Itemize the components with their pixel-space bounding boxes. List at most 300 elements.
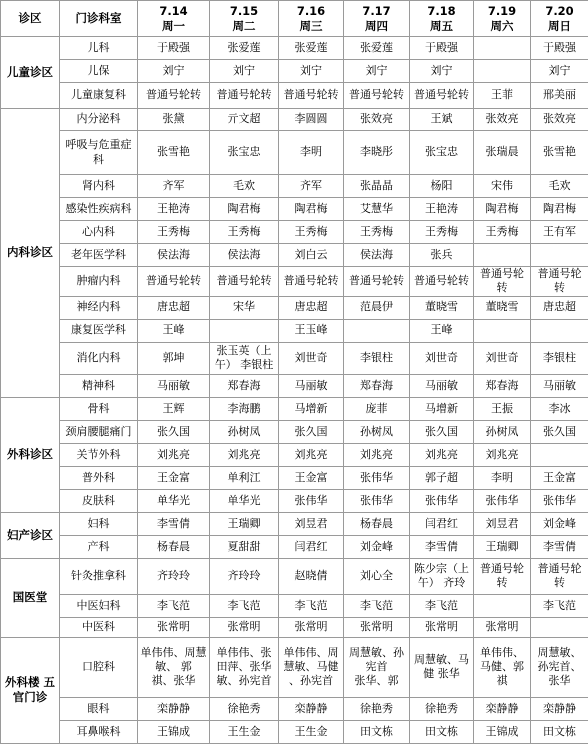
- clinic-room: [60, 342, 138, 374]
- doctor-name: 郑春海: [360, 378, 393, 392]
- doctor-cell: [279, 637, 344, 697]
- doctor-cell: [344, 267, 410, 297]
- doctor-name: 马增新: [425, 401, 458, 415]
- doctor-name: 张效亮: [485, 112, 519, 126]
- header-weekday: 周日: [548, 18, 571, 33]
- doctor-name: 普通号轮转: [349, 88, 404, 102]
- doctor-name: 周慧敏、马 健 张华: [414, 652, 469, 681]
- doctor-cell: [410, 296, 474, 319]
- doctor-name: 王瑞卿: [227, 516, 261, 530]
- doctor-name: 王秀梅: [485, 224, 519, 238]
- doctor-name: 李晓彤: [360, 145, 393, 159]
- doctor-cell: [138, 244, 210, 267]
- doctor-name: 张伟华: [360, 493, 393, 507]
- department-area-label: 儿童诊区: [7, 65, 53, 80]
- doctor-cell: [138, 489, 210, 512]
- doctor-cell: [344, 466, 410, 489]
- doctor-name: 普通号轮 转: [537, 267, 582, 295]
- doctor-cell: [279, 374, 344, 397]
- doctor-name: 李冰: [548, 401, 571, 415]
- doctor-cell: [410, 131, 474, 175]
- doctor-cell: [279, 342, 344, 374]
- clinic-room: [60, 443, 138, 466]
- doctor-cell: [210, 558, 279, 594]
- doctor-name: 王金富: [543, 470, 576, 484]
- doctor-name: 刘昱君: [294, 516, 328, 530]
- doctor-name: 毛欢: [233, 178, 255, 192]
- doctor-name: 刘白云: [294, 247, 328, 261]
- doctor-cell: [474, 60, 531, 83]
- doctor-name: 张黛: [162, 112, 185, 126]
- doctor-name: 张雪艳: [543, 145, 576, 159]
- doctor-name: 郭坤: [162, 351, 185, 364]
- doctor-cell: [344, 512, 410, 535]
- clinic-room-label: 关节外科: [76, 447, 121, 461]
- table-row: [1, 558, 588, 594]
- clinic-room-label: 儿科: [87, 40, 110, 54]
- doctor-cell: [344, 37, 410, 60]
- header-room: 门诊科室: [60, 1, 138, 37]
- department-area: [1, 558, 60, 637]
- doctor-name: 王峰: [430, 323, 453, 337]
- doctor-cell: [279, 489, 344, 512]
- clinic-room-label: 眼科: [87, 701, 110, 715]
- doctor-cell: [344, 420, 410, 443]
- doctor-cell: [138, 267, 210, 297]
- doctor-name: 张伟华: [425, 493, 458, 507]
- doctor-cell: [344, 443, 410, 466]
- doctor-cell: [344, 175, 410, 198]
- doctor-name: 董晓雪: [425, 300, 458, 314]
- header-weekday: 周四: [365, 18, 388, 33]
- clinic-room-label: 心内科: [82, 224, 115, 238]
- doctor-cell: [344, 109, 410, 131]
- doctor-cell: [474, 443, 531, 466]
- doctor-cell: [410, 319, 474, 342]
- doctor-cell: [138, 296, 210, 319]
- doctor-cell: [210, 489, 279, 512]
- doctor-name: 张爱莲: [227, 40, 261, 54]
- doctor-name: 王有军: [543, 224, 576, 238]
- doctor-cell: [344, 720, 410, 743]
- doctor-cell: [210, 443, 279, 466]
- doctor-name: 普通号轮转: [414, 274, 469, 288]
- doctor-cell: [210, 83, 279, 109]
- doctor-cell: [474, 397, 531, 420]
- table-row: [1, 342, 588, 374]
- department-area-label: 妇产诊区: [7, 527, 53, 542]
- doctor-name: 单利江: [227, 470, 261, 484]
- doctor-cell: [210, 720, 279, 743]
- doctor-cell: [474, 83, 531, 109]
- doctor-name: 张晶晶: [360, 178, 393, 192]
- doctor-cell: [138, 512, 210, 535]
- header-day: [138, 1, 210, 37]
- doctor-name: 李雪倩: [157, 516, 190, 530]
- header-date: 7.15: [229, 3, 259, 18]
- header-date: 7.18: [427, 3, 456, 18]
- doctor-name: 唐忠超: [543, 300, 576, 314]
- doctor-name: 张久国: [543, 424, 576, 438]
- department-area-label: 外科楼 五官门诊: [4, 675, 55, 705]
- doctor-cell: [531, 244, 588, 267]
- doctor-name: 王金富: [294, 470, 328, 484]
- doctor-cell: [138, 83, 210, 109]
- header-weekday: 周二: [232, 18, 256, 33]
- header-row: [1, 1, 588, 37]
- clinic-room-label: 呼吸与危重症科: [65, 138, 132, 166]
- doctor-name: 于殿强: [157, 40, 190, 54]
- doctor-name: 张久国: [157, 424, 190, 438]
- doctor-name: 侯法海: [157, 247, 190, 261]
- doctor-cell: [410, 466, 474, 489]
- doctor-name: 唐忠超: [294, 300, 328, 314]
- table-row: [1, 637, 588, 697]
- doctor-name: 普通号轮 转: [537, 561, 582, 590]
- doctor-name: 张久国: [425, 424, 458, 438]
- doctor-cell: [279, 244, 344, 267]
- doctor-cell: [410, 420, 474, 443]
- doctor-cell: [531, 109, 588, 131]
- doctor-name: 闫君红: [425, 516, 458, 530]
- doctor-name: 刘兆亮: [294, 447, 328, 461]
- table-row: [1, 83, 588, 109]
- doctor-name: 刘心全: [360, 569, 393, 583]
- clinic-room-label: 普外科: [82, 470, 115, 484]
- doctor-cell: [474, 319, 531, 342]
- clinic-room-label: 儿保: [87, 63, 110, 77]
- table-row: [1, 466, 588, 489]
- header-weekday: 周六: [490, 18, 514, 33]
- header-date: 7.17: [362, 3, 391, 18]
- clinic-room: [60, 175, 138, 198]
- doctor-cell: [410, 267, 474, 297]
- doctor-cell: [138, 109, 210, 131]
- doctor-cell: [344, 697, 410, 720]
- doctor-name: 杨春晨: [360, 516, 393, 530]
- doctor-cell: [410, 535, 474, 558]
- header-weekday: 周一: [162, 18, 185, 33]
- doctor-name: 王艳涛: [425, 201, 458, 215]
- table-row: [1, 489, 588, 512]
- header-date: 7.20: [545, 3, 574, 18]
- clinic-room-label: 肿瘤内科: [76, 274, 121, 288]
- doctor-cell: [138, 443, 210, 466]
- doctor-name: 张常明: [294, 620, 328, 634]
- doctor-cell: [344, 637, 410, 697]
- doctor-cell: [138, 131, 210, 175]
- doctor-cell: [210, 535, 279, 558]
- doctor-name: 王玉峰: [294, 323, 328, 337]
- doctor-name: 张效亮: [543, 112, 576, 126]
- doctor-cell: [279, 175, 344, 198]
- doctor-cell: [344, 535, 410, 558]
- doctor-cell: [531, 617, 588, 637]
- table-row: [1, 397, 588, 420]
- doctor-cell: [474, 221, 531, 244]
- doctor-name: 齐玲玲: [227, 569, 261, 583]
- doctor-name: 栾静静: [485, 701, 519, 715]
- doctor-name: 王峰: [162, 323, 185, 337]
- doctor-cell: [138, 535, 210, 558]
- doctor-cell: [410, 637, 474, 697]
- doctor-cell: [410, 83, 474, 109]
- doctor-name: 刘金峰: [360, 539, 393, 553]
- doctor-name: 孙树凤: [360, 424, 393, 438]
- clinic-room: [60, 374, 138, 397]
- doctor-cell: [138, 342, 210, 374]
- doctor-name: 张宝忠: [227, 145, 261, 159]
- table-row: [1, 594, 588, 617]
- doctor-cell: [474, 198, 531, 221]
- clinic-room: [60, 37, 138, 60]
- doctor-cell: [344, 397, 410, 420]
- header-date: 7.14: [159, 3, 188, 18]
- table-row: [1, 512, 588, 535]
- header-weekday: 周五: [430, 18, 453, 33]
- doctor-name: 李明: [491, 470, 513, 484]
- doctor-name: 王秀梅: [227, 224, 261, 238]
- doctor-cell: [474, 558, 531, 594]
- clinic-room: [60, 296, 138, 319]
- doctor-name: 侯法海: [227, 247, 261, 261]
- doctor-name: 于殿强: [543, 40, 576, 54]
- doctor-cell: [138, 558, 210, 594]
- doctor-cell: [210, 296, 279, 319]
- doctor-name: 王秀梅: [425, 224, 458, 238]
- table-row: [1, 443, 588, 466]
- doctor-name: 范晨伊: [360, 300, 393, 314]
- doctor-name: 单伟伟、 马健、郭 祺: [480, 645, 524, 688]
- doctor-cell: [210, 60, 279, 83]
- doctor-cell: [138, 420, 210, 443]
- table-row: [1, 60, 588, 83]
- doctor-name: 单伟伟、张 田萍、张华 敏、孙宪首: [216, 645, 272, 688]
- doctor-name: 田文栋: [425, 724, 458, 738]
- doctor-cell: [474, 512, 531, 535]
- doctor-cell: [344, 296, 410, 319]
- clinic-room-label: 消化内科: [76, 351, 121, 364]
- department-area: [1, 512, 60, 558]
- doctor-name: 毛欢: [548, 178, 571, 192]
- doctor-cell: [279, 397, 344, 420]
- doctor-cell: [531, 466, 588, 489]
- doctor-cell: [138, 594, 210, 617]
- doctor-name: 陶君梅: [543, 201, 576, 215]
- doctor-cell: [410, 221, 474, 244]
- doctor-cell: [531, 535, 588, 558]
- doctor-name: 李雪倩: [543, 539, 576, 553]
- doctor-cell: [410, 512, 474, 535]
- table-row: [1, 374, 588, 397]
- doctor-name: 王生金: [227, 724, 261, 738]
- doctor-name: 单伟伟、周慧 敏、 郭 祺、张华: [140, 645, 207, 688]
- doctor-cell: [344, 617, 410, 637]
- doctor-cell: [210, 109, 279, 131]
- doctor-cell: [210, 175, 279, 198]
- doctor-cell: [531, 420, 588, 443]
- clinic-room: [60, 397, 138, 420]
- doctor-name: 刘兆亮: [227, 447, 261, 461]
- doctor-cell: [410, 697, 474, 720]
- doctor-cell: [531, 83, 588, 109]
- doctor-name: 刘世奇: [485, 351, 519, 364]
- doctor-cell: [344, 131, 410, 175]
- header-weekday: 周三: [299, 18, 323, 33]
- doctor-name: 普通号轮转: [146, 274, 201, 288]
- doctor-cell: [531, 374, 588, 397]
- doctor-cell: [531, 319, 588, 342]
- doctor-cell: [531, 443, 588, 466]
- doctor-cell: [279, 466, 344, 489]
- doctor-name: 刘兆亮: [157, 447, 190, 461]
- doctor-name: 刘宁: [548, 63, 571, 77]
- doctor-cell: [531, 594, 588, 617]
- clinic-room-label: 妇科: [87, 516, 110, 530]
- doctor-name: 夏甜甜: [227, 539, 261, 553]
- clinic-room: [60, 697, 138, 720]
- doctor-cell: [210, 198, 279, 221]
- doctor-cell: [531, 175, 588, 198]
- doctor-cell: [344, 244, 410, 267]
- doctor-cell: [279, 83, 344, 109]
- doctor-name: 陶君梅: [485, 201, 519, 215]
- table-row: [1, 697, 588, 720]
- doctor-cell: [210, 420, 279, 443]
- doctor-cell: [279, 296, 344, 319]
- doctor-cell: [279, 319, 344, 342]
- doctor-name: 郑春海: [485, 378, 519, 392]
- doctor-name: 宋伟: [491, 178, 513, 192]
- clinic-room-label: 中医科: [82, 620, 115, 634]
- doctor-cell: [410, 720, 474, 743]
- doctor-name: 田文栋: [360, 724, 393, 738]
- doctor-name: 王秀梅: [360, 224, 393, 238]
- doctor-name: 王瑞卿: [485, 539, 519, 553]
- doctor-cell: [210, 37, 279, 60]
- doctor-cell: [279, 697, 344, 720]
- clinic-room: [60, 466, 138, 489]
- doctor-cell: [474, 535, 531, 558]
- doctor-cell: [531, 637, 588, 697]
- doctor-cell: [138, 37, 210, 60]
- doctor-cell: [279, 131, 344, 175]
- doctor-name: 刘宁: [365, 63, 388, 77]
- doctor-name: 于殿强: [425, 40, 458, 54]
- doctor-cell: [279, 60, 344, 83]
- clinic-room-label: 颈肩腰腿痛门: [65, 424, 132, 438]
- doctor-cell: [279, 420, 344, 443]
- doctor-name: 王锦成: [157, 724, 190, 738]
- doctor-cell: [210, 512, 279, 535]
- doctor-name: 张伟华: [543, 493, 576, 507]
- doctor-cell: [279, 443, 344, 466]
- doctor-name: 李圆圆: [294, 112, 328, 126]
- doctor-cell: [279, 109, 344, 131]
- doctor-cell: [344, 342, 410, 374]
- clinic-room-label: 感染性疾病科: [65, 201, 132, 215]
- doctor-name: 赵晓倩: [294, 569, 328, 583]
- doctor-cell: [410, 443, 474, 466]
- doctor-cell: [210, 221, 279, 244]
- doctor-cell: [410, 37, 474, 60]
- doctor-name: 刘金峰: [543, 516, 576, 530]
- doctor-cell: [279, 37, 344, 60]
- doctor-name: 张久国: [294, 424, 328, 438]
- clinic-room-label: 耳鼻喉科: [76, 724, 121, 738]
- doctor-name: 普通号轮转: [349, 274, 404, 288]
- doctor-name: 刘宁: [233, 63, 255, 77]
- doctor-cell: [531, 198, 588, 221]
- doctor-name: 孙树凤: [227, 424, 261, 438]
- clinic-room: [60, 131, 138, 175]
- clinic-room: [60, 244, 138, 267]
- doctor-cell: [474, 637, 531, 697]
- doctor-name: 普通号轮转: [283, 274, 339, 288]
- doctor-cell: [474, 489, 531, 512]
- doctor-name: 张常明: [227, 620, 261, 634]
- doctor-cell: [410, 617, 474, 637]
- doctor-name: 李银柱: [543, 351, 576, 364]
- doctor-name: 陈少宗（上 午） 齐玲: [414, 561, 469, 590]
- doctor-cell: [138, 374, 210, 397]
- doctor-name: 刘宁: [162, 63, 185, 77]
- doctor-name: 张伟华: [485, 493, 519, 507]
- table-row: [1, 420, 588, 443]
- doctor-name: 张爱莲: [360, 40, 393, 54]
- doctor-cell: [279, 198, 344, 221]
- department-area-label: 外科诊区: [7, 447, 53, 462]
- department-area-label: 内科诊区: [7, 245, 53, 260]
- doctor-cell: [138, 637, 210, 697]
- doctor-name: 王艳涛: [157, 201, 190, 215]
- doctor-cell: [210, 466, 279, 489]
- doctor-cell: [138, 466, 210, 489]
- doctor-name: 张常明: [157, 620, 190, 634]
- doctor-cell: [210, 374, 279, 397]
- doctor-cell: [210, 594, 279, 617]
- doctor-cell: [474, 267, 531, 297]
- doctor-cell: [138, 221, 210, 244]
- doctor-name: 李飞范: [360, 598, 393, 612]
- doctor-cell: [279, 267, 344, 297]
- doctor-name: 徐艳秀: [227, 701, 261, 715]
- doctor-name: 闫君红: [294, 539, 328, 553]
- clinic-room: [60, 267, 138, 297]
- doctor-name: 普通号轮转: [283, 88, 339, 102]
- table-row: [1, 198, 588, 221]
- doctor-cell: [410, 198, 474, 221]
- header-day: [410, 1, 474, 37]
- table-row: [1, 720, 588, 743]
- doctor-name: 王锦成: [485, 724, 519, 738]
- clinic-room: [60, 319, 138, 342]
- doctor-cell: [279, 720, 344, 743]
- doctor-cell: [531, 296, 588, 319]
- doctor-cell: [410, 60, 474, 83]
- table-row: [1, 267, 588, 297]
- doctor-cell: [344, 198, 410, 221]
- doctor-name: 马丽敏: [294, 378, 328, 392]
- doctor-cell: [344, 60, 410, 83]
- doctor-cell: [474, 466, 531, 489]
- header-date: 7.19: [487, 3, 517, 18]
- doctor-cell: [410, 175, 474, 198]
- doctor-cell: [531, 720, 588, 743]
- doctor-name: 普通号轮转: [216, 88, 272, 102]
- table-row: [1, 296, 588, 319]
- doctor-name: 唐忠超: [157, 300, 190, 314]
